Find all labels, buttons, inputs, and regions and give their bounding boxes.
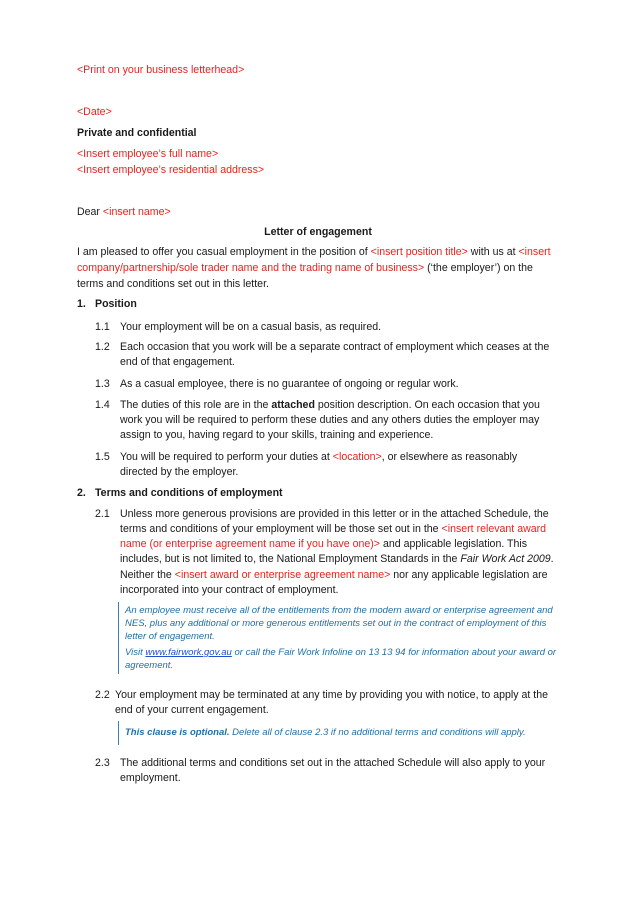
clause-number: 2.2 bbox=[95, 689, 110, 701]
agreement-placeholder: <insert award or enterprise agreement name> bbox=[174, 569, 391, 581]
clause-text: position description. On each occasion that you bbox=[317, 399, 540, 411]
clause-number: 2.1 bbox=[95, 508, 110, 520]
clause-2-1-line-2 bbox=[120, 522, 546, 536]
guidance-text: agreement. bbox=[125, 660, 174, 671]
section-2-heading: Terms and conditions of employment bbox=[95, 487, 283, 499]
salutation-name-placeholder: <insert name> bbox=[102, 206, 171, 218]
clause-number: 1.1 bbox=[95, 321, 110, 333]
clause-1-4-line-1 bbox=[120, 398, 540, 412]
act-name: Fair Work Act 2009 bbox=[460, 553, 551, 565]
salutation-prefix: Dear bbox=[77, 206, 100, 218]
clause-1-5-text: directed by the employer. bbox=[120, 466, 239, 478]
intro-text: I am pleased to offer you casual employment in the position of bbox=[77, 246, 368, 258]
fairwork-link[interactable]: www.fairwork.gov.au bbox=[145, 647, 232, 658]
clause-text: . bbox=[550, 553, 554, 565]
letterhead-placeholder: <Print on your business letterhead> bbox=[77, 64, 245, 76]
clause-number: 1.3 bbox=[95, 378, 110, 390]
optional-label: This clause is optional. bbox=[125, 727, 230, 738]
letter-title: Letter of engagement bbox=[264, 226, 372, 238]
intro-line-1 bbox=[77, 245, 551, 259]
clause-1-2-text: Each occasion that you work will be a separate contract of employment which ceases at the bbox=[120, 341, 550, 353]
guidance-text: Visit bbox=[125, 647, 143, 658]
intro-text: (‘the employer’) on the bbox=[427, 262, 533, 274]
salutation bbox=[77, 206, 171, 218]
clause-text: , or elsewhere as reasonably bbox=[381, 451, 518, 463]
guidance-text: letter of engagement. bbox=[125, 631, 215, 642]
date-placeholder: <Date> bbox=[77, 106, 112, 118]
confidential-label: Private and confidential bbox=[77, 127, 197, 139]
clause-text: includes, but is not limited to, the National Employment Standards in the bbox=[120, 553, 458, 565]
clause-number: 1.4 bbox=[95, 399, 110, 411]
guidance-text: NES, plus any additional or more generous entitlements set out in the contract of employment of this bbox=[125, 618, 547, 629]
employee-name-placeholder: <Insert employee’s full name> bbox=[77, 148, 219, 160]
clause-text: nor any applicable legislation are bbox=[393, 569, 548, 581]
guidance-note bbox=[118, 602, 569, 674]
clause-2-1-text: incorporated into your contract of employment. bbox=[120, 584, 339, 596]
clause-text: Neither the bbox=[120, 569, 172, 581]
position-title-placeholder: <insert position title> bbox=[370, 246, 468, 258]
optional-clause-note bbox=[118, 721, 569, 745]
company-placeholder: company/partnership/sole trader name and the trading name of business> bbox=[77, 262, 425, 274]
clause-1-4-text: work you will be required to perform these duties and any others duties the employer may bbox=[120, 414, 540, 426]
clause-2-3-text: The additional terms and conditions set out in the attached Schedule will also apply to your bbox=[120, 757, 546, 769]
clause-text: You will be required to perform your duties at bbox=[120, 451, 330, 463]
clause-2-2-text: Your employment may be terminated at any time by providing you with notice, to apply at the bbox=[115, 689, 549, 701]
award-placeholder: name (or enterprise agreement name if you have one)> bbox=[120, 538, 380, 550]
clause-number: 1.5 bbox=[95, 451, 110, 463]
clause-2-1-line-3 bbox=[120, 537, 527, 551]
guidance-text: or call the Fair Work Infoline on 13 13 94 for information about your award or bbox=[234, 647, 557, 658]
clause-1-3-text: As a casual employee, there is no guarantee of ongoing or regular work. bbox=[120, 378, 459, 390]
attached-emphasis: attached bbox=[271, 399, 315, 411]
clause-2-1-text: Unless more generous provisions are provided in this letter or in the attached Schedule, the bbox=[120, 508, 549, 520]
clause-text: terms and conditions of your employment will be those set out in the bbox=[120, 523, 439, 535]
optional-note-line bbox=[125, 727, 526, 739]
company-placeholder-start: <insert bbox=[518, 246, 551, 258]
clause-text: and applicable legislation. This bbox=[382, 538, 528, 550]
employee-address-placeholder: <Insert employee’s residential address> bbox=[77, 164, 265, 176]
intro-line-3: terms and conditions set out in this letter. bbox=[77, 278, 269, 290]
clause-1-4-text: assign to you, having regard to your skills, training and experience. bbox=[120, 429, 434, 441]
intro-text: with us at bbox=[470, 246, 516, 258]
clause-1-5-line-1 bbox=[120, 450, 517, 464]
clause-text: The duties of this role are in the bbox=[120, 399, 269, 411]
clause-1-1-text: Your employment will be on a casual basis, as required. bbox=[120, 321, 382, 333]
award-placeholder: <insert relevant award bbox=[441, 523, 547, 535]
guidance-text: An employee must receive all of the entitlements from the modern award or enterprise agreement and bbox=[125, 605, 553, 616]
clause-number: 1.2 bbox=[95, 341, 110, 353]
guidance-text: Delete all of clause 2.3 if no additional terms and conditions will apply. bbox=[232, 727, 526, 738]
section-1-heading: Position bbox=[95, 298, 137, 310]
intro-line-2 bbox=[77, 261, 533, 275]
clause-number: 2.3 bbox=[95, 757, 110, 769]
clause-2-1-line-5 bbox=[120, 568, 548, 582]
clause-2-1-line-4 bbox=[120, 552, 554, 566]
section-2-number: 2. bbox=[77, 487, 86, 499]
location-placeholder: <location> bbox=[332, 451, 382, 463]
clause-2-3-text: employment. bbox=[120, 772, 181, 784]
clause-1-2-text: end of that engagement. bbox=[120, 356, 235, 368]
section-1-number: 1. bbox=[77, 298, 86, 310]
guidance-line-visit bbox=[125, 647, 556, 659]
clause-2-2-text: end of your current engagement. bbox=[115, 704, 269, 716]
